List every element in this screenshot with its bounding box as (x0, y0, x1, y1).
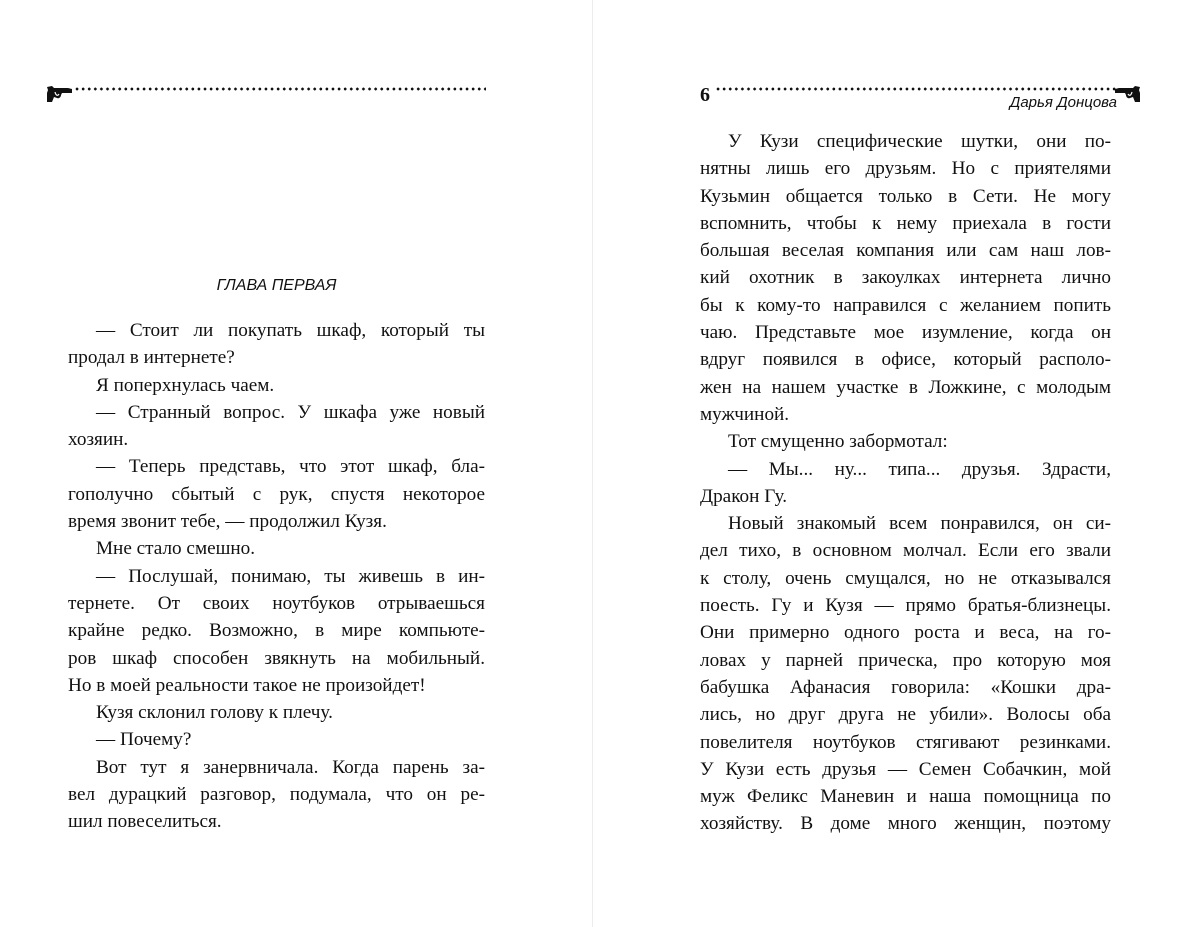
text-line: хозяйству. В доме много женщин, поэтому (700, 813, 1111, 835)
text-line: Новый знакомый всем понравился, он си- (728, 513, 1111, 535)
text-line: Дракон Гу. (700, 485, 788, 507)
right-body-text (700, 128, 1111, 838)
left-body-text (68, 317, 485, 836)
right-page (593, 0, 1189, 927)
text-line: ловах у парней прическа, про которую моя (700, 649, 1111, 671)
text-line: тернете. От своих ноутбуков отрываешься (68, 592, 485, 614)
text-line: большая веселая компания или сам наш лов- (700, 240, 1111, 262)
text-line: вспомнить, чтобы к нему приехала в гости (700, 212, 1111, 234)
text-line: Кузя склонил голову к плечу. (96, 702, 333, 724)
text-line: бабушка Афанасия говорила: «Кошки дра- (700, 676, 1111, 698)
text-line: хозяин. (68, 429, 129, 451)
text-line: Вот тут я занервничала. Когда парень за- (96, 756, 485, 778)
text-line: У Кузи специфические шутки, они по- (728, 131, 1111, 152)
text-line: лись, но друг друга не убили». Волосы оба (700, 704, 1111, 726)
revolver-ornament-icon (44, 84, 78, 104)
running-head-author: Дарья Донцова (1009, 94, 1117, 111)
text-line: Мне стало смешно. (96, 538, 256, 560)
text-line: вел дурацкий разговор, подумала, что он ре- (68, 784, 485, 806)
text-line: повелителя ноутбуков стягивают резинками. (700, 731, 1111, 753)
text-line: — Стоит ли покупать шкаф, который ты (96, 320, 485, 341)
text-line: время звонит тебе, — продолжил Кузя. (68, 511, 387, 533)
page-number: 6 (700, 84, 710, 106)
text-line: — Послушай, понимаю, ты живешь в ин- (96, 565, 485, 587)
text-line: крайне редко. Возможно, в мире компьюте- (68, 620, 485, 642)
header-dotted-rule (74, 87, 486, 91)
text-line: — Мы... ну... типа... друзья. Здрасти, (728, 458, 1111, 480)
text-line: вдруг появился в офисе, который располо- (700, 349, 1111, 371)
text-line: — Странный вопрос. У шкафа уже новый (96, 401, 485, 423)
text-line: кий охотник в закоулках интернета лично (700, 267, 1111, 289)
text-line: Кузьмин общается только в Сети. Не могу (700, 185, 1111, 207)
text-line: — Теперь представь, что этот шкаф, бла- (96, 456, 485, 478)
text-line: поесть. Гу и Кузя — прямо братья-близнецы. (700, 595, 1111, 617)
text-line: нятны лишь его друзьям. Но с приятелями (700, 158, 1111, 180)
text-line: У Кузи есть друзья — Семен Собачкин, мой (700, 758, 1111, 780)
text-line: Но в моей реальности такое не произойдет! (68, 674, 426, 696)
left-page (0, 0, 592, 927)
text-line: Тот смущенно забормотал: (728, 431, 948, 453)
text-line: продал в интернете? (68, 347, 235, 369)
text-line: муж Феликс Маневин и наша помощница по (700, 786, 1111, 808)
text-line: гополучно сбытый с рук, спустя некоторое (68, 483, 485, 505)
chapter-title: ГЛАВА ПЕРВАЯ (216, 277, 337, 294)
text-line: Я поперхнулась чаем. (96, 374, 275, 396)
text-line: шил повеселиться. (68, 811, 222, 833)
header-dotted-rule (715, 87, 1117, 91)
text-line: — Почему? (96, 729, 192, 751)
text-line: Они примерно одного роста и веса, на го- (700, 622, 1111, 644)
text-line: чаю. Представьте мое изумление, когда он (700, 322, 1111, 344)
text-line: к столу, очень смущался, но не отказывался (700, 567, 1111, 589)
text-line: мужчиной. (700, 403, 790, 425)
text-line: дел тихо, в основном молчал. Если его звали (700, 540, 1111, 562)
text-line: бы к кому-то направился с желанием попить (700, 294, 1111, 316)
text-line: жен на нашем участке в Ложкине, с молодым (700, 376, 1111, 398)
text-line: ров шкаф способен звякнуть на мобильный. (68, 647, 485, 669)
